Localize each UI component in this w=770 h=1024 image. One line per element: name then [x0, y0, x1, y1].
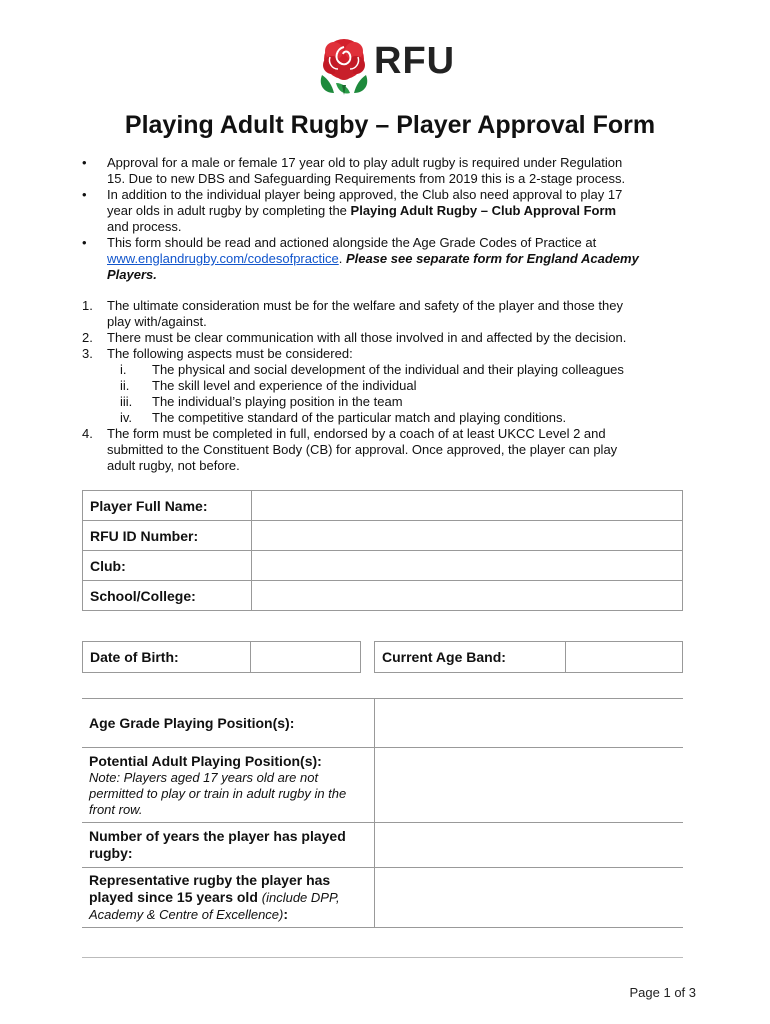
club-label: Club: [83, 551, 252, 581]
age-band-table [374, 641, 683, 673]
table-row [82, 699, 683, 748]
dob-table [82, 641, 361, 673]
table-row [83, 491, 683, 521]
years-played-field[interactable] [375, 823, 684, 868]
list-item: 3. The following aspects must be considered: [82, 346, 353, 361]
rfu-logo-text: RFU [374, 40, 456, 82]
dob-label: Date of Birth: [83, 642, 251, 673]
intro-bullets [82, 155, 702, 283]
table-row [83, 581, 683, 611]
table-row [83, 521, 683, 551]
table-row [82, 868, 683, 928]
page-number: Page 1 of 3 [629, 985, 696, 1000]
front-row-note: Note: Players aged 17 years old are not permitted to play or train in adult rugby in the front row. [89, 769, 347, 817]
club-field[interactable] [252, 551, 683, 581]
rfu-id-field[interactable] [252, 521, 683, 551]
years-played-label: Number of years the player has played rugby: [82, 823, 375, 868]
list-item: 1. The ultimate consideration must be for the welfare and safety of the player and those they play with/against. [82, 298, 623, 329]
bullet-item: • Approval for a male or female 17 year old to play adult rugby is required under Regulation 15. Due to new DBS and Safeguarding Requirements from 2019 this is a 2-stage process. [82, 155, 626, 186]
school-label: School/College: [83, 581, 252, 611]
codes-of-practice-link[interactable]: www.englandrugby.com/codesofpractice [107, 251, 339, 266]
full-name-field[interactable] [252, 491, 683, 521]
table-row [83, 551, 683, 581]
age-grade-position-label: Age Grade Playing Position(s): [82, 699, 375, 748]
sub-list-item: iv. The competitive standard of the particular match and playing conditions. [120, 410, 567, 425]
table-row [82, 748, 683, 823]
table-row [82, 823, 683, 868]
full-name-label: Player Full Name: [83, 491, 252, 521]
sub-list-item: iii. The individual’s playing position in the team [120, 394, 403, 409]
page-title: Playing Adult Rugby – Player Approval Form [124, 111, 656, 139]
bullet-item: • In addition to the individual player being approved, the Club also need approval to play 17 year olds in adult rugby by completing the Playing Adult Rugby – Club Approval Form and process. [82, 187, 623, 234]
list-item: 4. The form must be completed in full, endorsed by a coach of at least UKCC Level 2 and submitted to the Constituent Body (CB) for approval. Once approved, the player can play adult rugby, not before. [82, 426, 618, 473]
table-row [83, 642, 361, 673]
adult-position-label: Potential Adult Playing Position(s): Note: Players aged 17 years old are not permitted to play or train in adult rugby in the front row. [82, 748, 375, 823]
age-band-label: Current Age Band: [375, 642, 566, 673]
sub-list-item: ii. The skill level and experience of the individual [120, 378, 417, 393]
player-details-table [82, 490, 683, 611]
school-field[interactable] [252, 581, 683, 611]
dob-field[interactable] [251, 642, 361, 673]
representative-rugby-field[interactable] [375, 868, 684, 928]
rfu-logo [316, 33, 466, 97]
guidance-list [82, 298, 702, 474]
representative-rugby-label: Representative rugby the player has played since 15 years old (include DPP, Academy & Centre of Excellence): [82, 868, 375, 928]
rfu-id-label: RFU ID Number: [83, 521, 252, 551]
adult-position-field[interactable] [375, 748, 684, 823]
footer-divider [82, 957, 683, 958]
table-row [375, 642, 683, 673]
playing-positions-table [82, 698, 683, 928]
age-band-field[interactable] [566, 642, 683, 673]
bullet-item: • This form should be read and actioned alongside the Age Grade Codes of Practice at www.englandrugby.com/codesofpractice. Please see separate form for England Academy Players. [82, 235, 639, 282]
list-item: 2. There must be clear communication with all those involved in and affected by the decision. [82, 330, 627, 345]
red-rose-icon [316, 33, 372, 97]
age-grade-position-field[interactable] [375, 699, 684, 748]
sub-list-item: i. The physical and social development of the individual and their playing colleagues [120, 362, 624, 377]
